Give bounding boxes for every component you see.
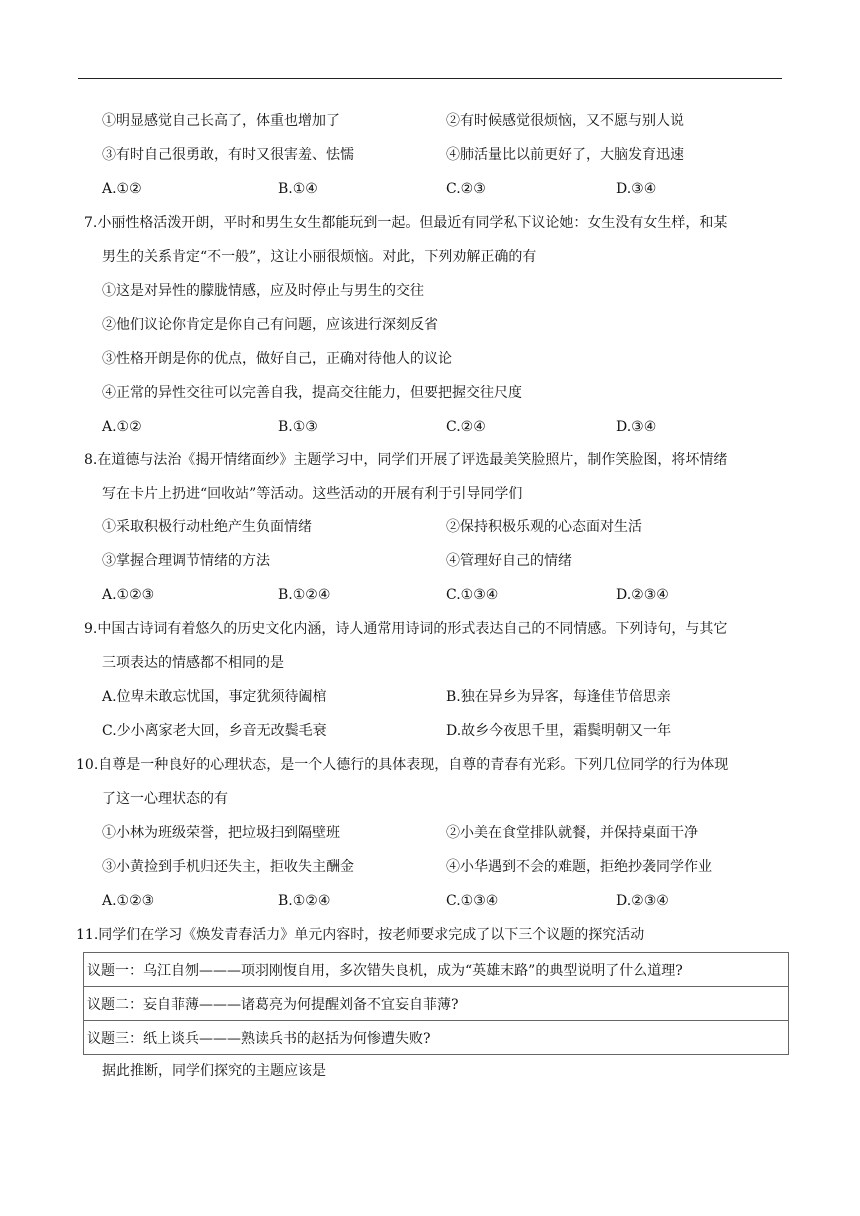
q10-choice-c: C.①③④ [446,893,499,909]
q11-tail: 据此推断，同学们探究的主题应该是 [102,1063,326,1079]
q7-choice-b: B.①③ [278,419,318,435]
q6-option-3: ③有时自己很勇敢，有时又很害羞、怯懦 [102,147,354,163]
q6-option-2: ②有时候感觉很烦恼，又不愿与别人说 [446,113,684,129]
table-cell-issue-3: 议题三：纸上谈兵———熟读兵书的赵括为何惨遭失败? [84,1021,789,1055]
table-row [84,987,789,1021]
q9-option-c: C.少小离家老大回，乡音无改鬓毛衰 [102,723,327,739]
q7-choice-a: A.①② [102,419,142,435]
q7-option-1: ①这是对异性的朦胧情感，应及时停止与男生的交往 [102,283,424,299]
table-cell-issue-1: 议题一：乌江自刎———项羽刚愎自用，多次错失良机，成为“英雄末路”的典型说明了什么道理? [84,953,789,987]
q7-choice-d: D.③④ [616,419,657,435]
q7-choice-c: C.②④ [446,419,486,435]
q10-option-2: ②小美在食堂排队就餐，并保持桌面干净 [446,825,698,841]
q8-choice-a: A.①②③ [102,587,155,603]
q8-choice-b: B.①②④ [278,587,331,603]
q10-stem-line-2: 了这一心理状态的有 [102,791,228,807]
q8-option-2: ②保持积极乐观的心态面对生活 [446,519,642,535]
q9-option-d: D.故乡今夜思千里，霜鬓明朝又一年 [446,723,672,739]
q8-choice-d: D.②③④ [616,587,669,603]
q6-choice-b: B.①④ [278,181,318,197]
q8-option-4: ④管理好自己的情绪 [446,553,572,569]
q9-option-b: B.独在异乡为异客，每逢佳节倍思亲 [446,689,671,705]
q8-stem-line-1: 8.在道德与法治《揭开情绪面纱》主题学习中，同学们开展了评选最美笑脸照片，制作笑脸图，将坏情绪 [84,452,728,468]
q6-choice-a: A.①② [102,181,142,197]
table-row [84,1021,789,1055]
q6-choice-d: D.③④ [616,181,657,197]
q7-stem-line-1: 7.小丽性格活泼开朗，平时和男生女生都能玩到一起。但最近有同学私下议论她：女生没有女生样，和某 [84,215,728,231]
q10-stem-line-1: 10.自尊是一种良好的心理状态，是一个人德行的具体表现，自尊的青春有光彩。下列几位同学的行为体现 [76,757,729,773]
q10-option-4: ④小华遇到不会的难题，拒绝抄袭同学作业 [446,859,712,875]
q10-choice-b: B.①②④ [278,893,331,909]
q6-option-1: ①明显感觉自己长高了，体重也增加了 [102,113,340,129]
q7-option-3: ③性格开朗是你的优点，做好自己，正确对待他人的议论 [102,351,452,367]
q8-stem-line-2: 写在卡片上扔进“回收站”等活动。这些活动的开展有利于引导同学们 [102,486,523,502]
q11-stem: 11.同学们在学习《焕发青春活力》单元内容时，按老师要求完成了以下三个议题的探究活动 [76,927,645,943]
q8-option-3: ③掌握合理调节情绪的方法 [102,553,270,569]
q7-option-4: ④正常的异性交往可以完善自我，提高交往能力，但要把握交往尺度 [102,385,522,401]
q10-choice-d: D.②③④ [616,893,669,909]
q9-option-a: A.位卑未敢忘忧国，事定犹须待阖棺 [102,689,327,705]
q9-stem-line-1: 9.中国古诗词有着悠久的历史文化内涵，诗人通常用诗词的形式表达自己的不同情感。下列诗句，与其它 [84,621,728,637]
q11-issues-table [83,952,789,1055]
q10-option-1: ①小林为班级荣誉，把垃圾扫到隔壁班 [102,825,340,841]
table-cell-issue-2: 议题二：妄自菲薄———诸葛亮为何提醒刘备不宜妄自菲薄? [84,987,789,1021]
table-row [84,953,789,987]
q8-option-1: ①采取积极行动杜绝产生负面情绪 [102,519,312,535]
q7-stem-line-2: 男生的关系肯定“不一般”，这让小丽很烦恼。对此，下列劝解正确的有 [102,249,537,265]
q10-choice-a: A.①②③ [102,893,155,909]
q10-option-3: ③小黄捡到手机归还失主，拒收失主酬金 [102,859,354,875]
q6-option-4: ④肺活量比以前更好了，大脑发育迅速 [446,147,684,163]
q6-choice-c: C.②③ [446,181,486,197]
q9-stem-line-2: 三项表达的情感都不相同的是 [102,655,284,671]
q7-option-2: ②他们议论你肯定是你自己有问题，应该进行深刻反省 [102,317,438,333]
header-rule [78,78,782,79]
q8-choice-c: C.①③④ [446,587,499,603]
